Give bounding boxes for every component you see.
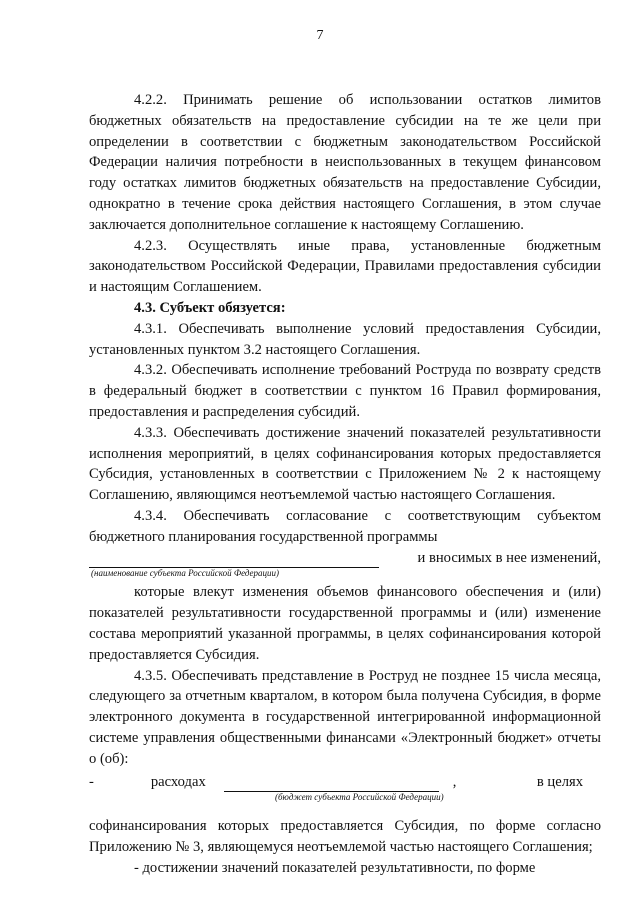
- paragraph-4-3-1: 4.3.1. Обеспечивать выполнение условий предоставления Субсидии, установленных пунктом 3.2 настоящего Соглашения.: [89, 320, 601, 358]
- document-body: [89, 90, 601, 879]
- subject-name-caption: (наименование субъекта Российской Федерации): [91, 568, 280, 579]
- subject-name-blank: [89, 551, 379, 568]
- paragraph-4-3-3: 4.3.3. Обеспечивать достижение значений показателей результативности исполнения мероприятий, в целях софинансирования которых предоставляется Субсидия, установленных в соответствии с Приложением № 2 к настоящему Соглашению, являющимся неотъемлемой частью настоящего Соглашения.: [89, 424, 601, 504]
- paragraph-4-3-4-continued: которые влекут изменения объемов финансового обеспечения и (или) показателей результативности государственной программы и (или) изменение состава мероприятий указанной программы, в целях софинансирования которой предоставляется Субсидия.: [89, 584, 601, 663]
- section-heading-4-3: 4.3. Субъект обязуется:: [134, 299, 286, 316]
- budget-name-caption: (бюджет субъекта Российской Федерации): [275, 792, 444, 803]
- report-dash: -: [89, 773, 94, 790]
- paragraph-results-report: - достижении значений показателей результативности, по форме: [134, 859, 536, 876]
- paragraph-4-2-2: 4.2.2. Принимать решение об использовании остатков лимитов бюджетных обязательств на предоставление субсидии на те же цели при определении в соответствии с бюджетным законодательством Российской Федерации наличия потребности в неиспользованных в текущем финансовом году остатках лимитов бюджетных обязательств на предоставление Субсидии, однократно в течение срока действия настоящего Соглашения, в этом случае заключается дополнительное соглашение к настоящему Соглашению.: [89, 92, 601, 233]
- subject-name-blank-row: [89, 548, 601, 569]
- report-word: расходах: [150, 773, 206, 790]
- paragraph-4-2-3: 4.2.3. Осуществлять иные права, установленные бюджетным законодательством Российской Федерации, Правилами предоставления субсидии и настоящим Соглашением.: [89, 237, 601, 296]
- report-comma: ,: [452, 773, 457, 790]
- budget-name-blank: [224, 775, 439, 792]
- page-number: 7: [316, 28, 324, 43]
- paragraph-4-3-4: 4.3.4. Обеспечивать согласование с соответствующим субъектом бюджетного планирования государственной программы: [89, 507, 601, 545]
- paragraph-4-3-2: 4.3.2. Обеспечивать исполнение требований Роструда по возврату средств в федеральный бюджет в соответствии с пунктом 16 Правил формирования, предоставления и распределения субсидий.: [89, 362, 601, 420]
- report-expenses-row: [89, 772, 601, 793]
- paragraph-cofinancing: софинансирования которых предоставляется Субсидия, по форме согласно Приложению № 3, являющемуся неотъемлемой частью настоящего Соглашения;: [89, 818, 601, 856]
- blank-tail-text: и вносимых в нее изменений,: [417, 549, 601, 566]
- report-right-text: в целях: [536, 773, 583, 790]
- paragraph-4-3-5: 4.3.5. Обеспечивать представление в Роструд не позднее 15 числа месяца, следующего за отчетным кварталом, в котором была получена Субсидия, в форме электронного документа в государственной интегрированной информационной системе управления общественными финансами «Электронный бюджет» отчеты о (об):: [89, 667, 601, 767]
